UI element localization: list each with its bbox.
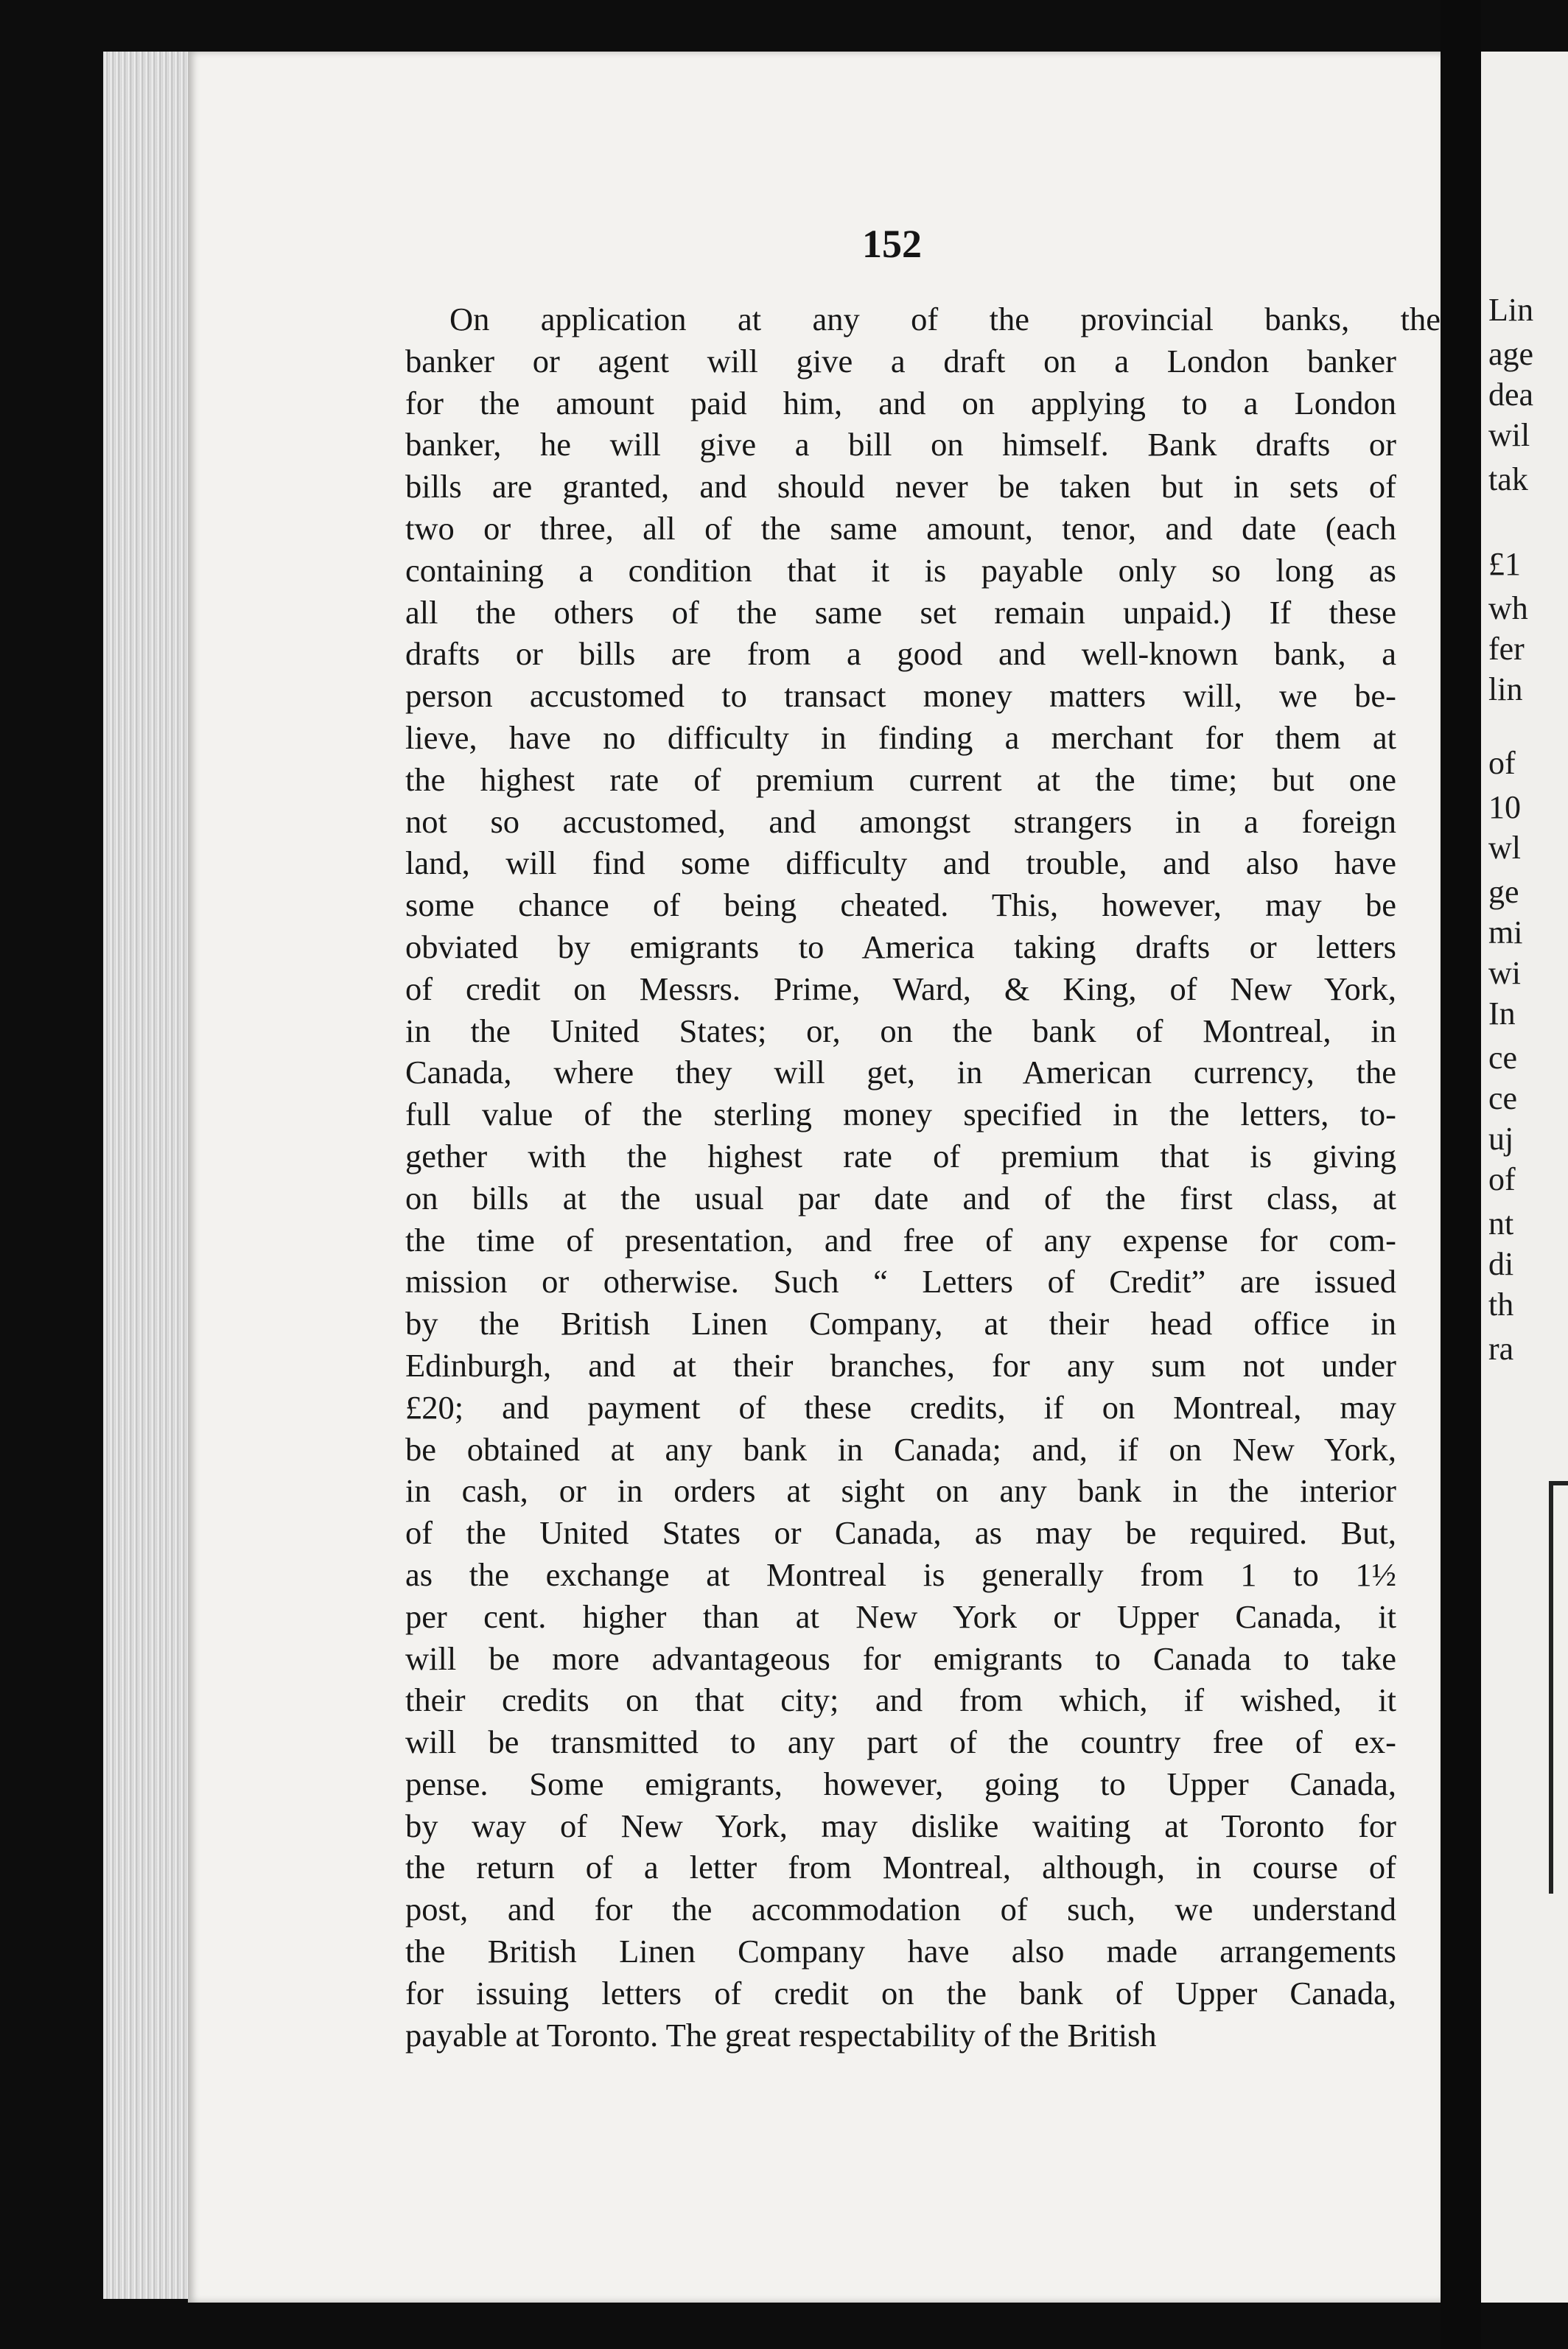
facing-page-text-fragment: th: [1488, 1286, 1514, 1323]
text-line-content: as the exchange at Montreal is generally from 1 to 1½: [405, 1555, 1396, 1593]
text-line: [405, 1177, 1396, 1219]
text-line: [405, 1972, 1396, 2014]
text-line-content: be obtained at any bank in Canada; and, if on New York,: [405, 1430, 1396, 1468]
text-line-content: post, and for the accommodation of such, we understand: [405, 1891, 1396, 1928]
facing-page-text-fragment: In: [1488, 995, 1516, 1032]
text-line-content: banker or agent will give a draft on a London banker: [405, 342, 1396, 379]
text-line: [405, 801, 1396, 843]
text-line-content: Canada, where they will get, in American currency, the: [405, 1054, 1396, 1091]
text-line-content: lieve, have no difficulty in finding a merchant for them at: [405, 718, 1396, 756]
text-line-content: On application at any of the provincial banks, the: [449, 301, 1441, 337]
text-line: [405, 508, 1396, 550]
text-line-content: some chance of being cheated. This, however, may be: [405, 886, 1396, 924]
facing-page-text-fragment: of: [1488, 745, 1516, 781]
text-line: [405, 968, 1396, 1010]
facing-page-fragment: [1481, 52, 1568, 2303]
facing-page-text-fragment: age: [1488, 336, 1534, 372]
text-line: [405, 1805, 1396, 1847]
text-line: [405, 1554, 1396, 1596]
text-line: [405, 1930, 1396, 1972]
text-line-content: of the United States or Canada, as may be required. But,: [405, 1514, 1396, 1552]
text-line: [405, 884, 1396, 926]
text-line-content: obviated by emigrants to America taking drafts or letters: [405, 928, 1396, 965]
text-line: [405, 1846, 1396, 1888]
text-line-content: banker, he will give a bill on himself. Bank drafts or: [405, 426, 1396, 463]
text-line: [405, 1345, 1396, 1387]
text-line-content: full value of the sterling money specified in the letters, to-: [405, 1096, 1396, 1133]
facing-page-text-fragment: tak: [1488, 461, 1528, 497]
text-line-content: bills are granted, and should never be taken but in sets of: [405, 468, 1396, 505]
text-line-content: drafts or bills are from a good and well-known bank, a: [405, 635, 1396, 673]
text-line-content: will be more advantageous for emigrants to Canada to take: [405, 1639, 1396, 1677]
text-line: [405, 1303, 1396, 1345]
facing-page-text-fragment: £1: [1488, 546, 1521, 582]
text-line-content: by the British Linen Company, at their head office in: [405, 1305, 1396, 1342]
text-line: [405, 759, 1396, 801]
text-line-content: by way of New York, may dislike waiting at Toronto for: [405, 1807, 1396, 1844]
facing-page-text-fragment: ge: [1488, 874, 1519, 910]
facing-page-text-fragment: nt: [1488, 1205, 1514, 1242]
text-line: [405, 424, 1396, 466]
facing-page-text-fragment: wh: [1488, 590, 1528, 626]
text-line-content: for the amount paid him, and on applying to a London: [405, 384, 1396, 421]
text-line: [405, 675, 1396, 717]
text-line-content: the time of presentation, and free of any expense for com-: [405, 1221, 1396, 1258]
text-line-content: pense. Some emigrants, however, going to Upper Canada,: [405, 1765, 1396, 1802]
text-line-content: £20; and payment of these credits, if on Montreal, may: [405, 1388, 1396, 1426]
facing-page-text-fragment: wi: [1488, 955, 1521, 991]
facing-page-rule: [1549, 1481, 1553, 1894]
facing-page-text-fragment: wl: [1488, 830, 1521, 866]
facing-page-rule-top: [1549, 1481, 1568, 1485]
text-line: [405, 1010, 1396, 1052]
text-line-content: for issuing letters of credit on the bank of Upper Canada,: [405, 1974, 1396, 2012]
text-line-content: the highest rate of premium current at the time; but one: [405, 760, 1396, 798]
text-line: [405, 1679, 1396, 1721]
facing-page-text-fragment: Lin: [1488, 292, 1534, 328]
text-line: [405, 2014, 1396, 2056]
text-line: [405, 1429, 1396, 1471]
text-line: [405, 1219, 1396, 1261]
text-line-content: their credits on that city; and from which, if wished, it: [405, 1681, 1396, 1719]
text-line-content: land, will find some difficulty and trouble, and also have: [405, 844, 1396, 882]
text-line-content: on bills at the usual par date and of the first class, at: [405, 1179, 1396, 1216]
facing-page-text-fragment: dea: [1488, 377, 1534, 413]
text-line: [405, 1721, 1396, 1763]
text-line: [405, 1512, 1396, 1554]
text-line-content: mission or otherwise. Such “ Letters of Credit” are issued: [405, 1263, 1396, 1300]
facing-page-text-fragment: ce: [1488, 1080, 1518, 1116]
text-line-content: in cash, or in orders at sight on any bank in the interior: [405, 1472, 1396, 1510]
text-line: [405, 1470, 1396, 1512]
text-line: [405, 382, 1396, 424]
text-line: [405, 550, 1396, 592]
text-line: [405, 466, 1396, 508]
text-line: [405, 842, 1396, 884]
facing-page-text-fragment: uj: [1488, 1121, 1514, 1157]
text-line-content: will be transmitted to any part of the country free of ex-: [405, 1723, 1396, 1761]
text-line-content: containing a condition that it is payable only so long as: [405, 551, 1396, 589]
text-line: [405, 1093, 1396, 1135]
text-line: [405, 298, 1441, 340]
text-line: [405, 1596, 1396, 1638]
facing-page-text-fragment: fer: [1488, 631, 1525, 667]
text-line: [405, 1051, 1396, 1093]
body-text: [405, 298, 1441, 2056]
text-line-content: the British Linen Company have also made arrangements: [405, 1933, 1396, 1970]
text-line-content: two or three, all of the same amount, tenor, and date (each: [405, 509, 1396, 547]
page-number: 152: [862, 222, 922, 266]
facing-page-text-fragment: ce: [1488, 1040, 1518, 1076]
facing-page-text-fragment: mi: [1488, 914, 1523, 951]
text-line-content: gether with the highest rate of premium that is giving: [405, 1137, 1396, 1174]
book-page-edges: [103, 52, 192, 2299]
text-line-content: person accustomed to transact money matters will, we be-: [405, 677, 1396, 715]
text-line-content: all the others of the same set remain unpaid.) If these: [405, 593, 1396, 631]
facing-page-text-fragment: lin: [1488, 671, 1523, 707]
text-line: [405, 1387, 1396, 1429]
text-line: [405, 1638, 1396, 1680]
facing-page-text-fragment: wil: [1488, 417, 1530, 453]
book-gutter: [1441, 0, 1481, 2349]
text-line-content: of credit on Messrs. Prime, Ward, & King, of New York,: [405, 970, 1396, 1007]
text-line: [405, 1261, 1396, 1303]
text-line: [405, 592, 1396, 634]
text-line: [405, 633, 1396, 675]
text-line-content: payable at Toronto. The great respectability of the British: [405, 2016, 1157, 2054]
text-line: [405, 717, 1396, 759]
text-line: [405, 1135, 1396, 1177]
text-line-content: Edinburgh, and at their branches, for any sum not under: [405, 1346, 1396, 1384]
facing-page-text-fragment: of: [1488, 1161, 1516, 1197]
facing-page-text-fragment: di: [1488, 1246, 1514, 1282]
text-line-content: in the United States; or, on the bank of Montreal, in: [405, 1012, 1396, 1049]
text-line: [405, 1763, 1396, 1805]
text-line: [405, 340, 1396, 382]
facing-page-text-fragment: ra: [1488, 1331, 1514, 1367]
text-line-content: per cent. higher than at New York or Upper Canada, it: [405, 1597, 1396, 1635]
facing-page-text-fragment: 10: [1488, 789, 1521, 825]
text-line: [405, 926, 1396, 968]
text-line-content: the return of a letter from Montreal, although, in course of: [405, 1849, 1396, 1886]
text-line-content: not so accustomed, and amongst strangers in a foreign: [405, 802, 1396, 840]
text-line: [405, 1888, 1396, 1930]
